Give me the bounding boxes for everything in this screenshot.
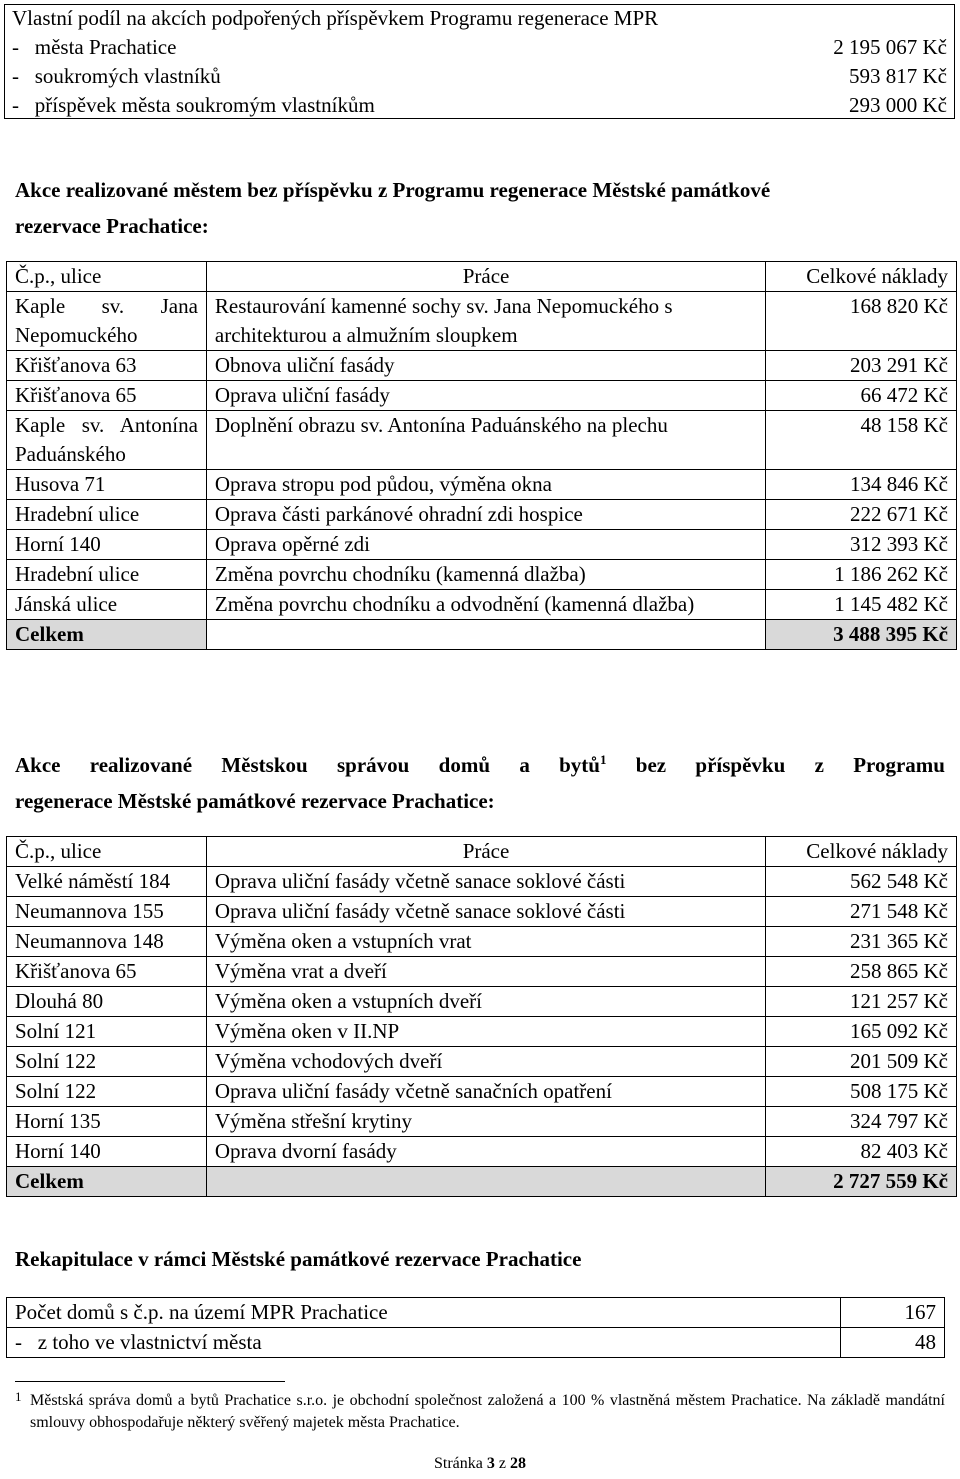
total-spacer — [206, 620, 765, 650]
section2-heading — [15, 747, 945, 819]
table-row — [7, 1298, 945, 1328]
cell-address: Křišťanova 63 — [7, 351, 207, 381]
table-header-row — [7, 262, 957, 292]
col-header-work: Práce — [206, 262, 765, 292]
table-row — [7, 411, 957, 470]
cell-work: Změna povrchu chodníku a odvodnění (kamenná dlažba) — [206, 590, 765, 620]
total-row — [7, 620, 957, 650]
table-row — [4, 33, 955, 62]
page-total: 28 — [509, 1455, 526, 1472]
cell-work: Oprava uliční fasády včetně sanace soklové části — [206, 867, 765, 897]
cell-address: Solní 122 — [7, 1077, 207, 1107]
total-row — [7, 1167, 957, 1197]
section2-heading-line2: regenerace Městské památkové rezervace Prachatice: — [15, 789, 495, 813]
page-current: 3 — [486, 1455, 495, 1472]
cell-cost: 121 257 Kč — [766, 987, 957, 1017]
cell-address: Horní 140 — [7, 1137, 207, 1167]
table-row — [7, 957, 957, 987]
footnote-number: 1 — [15, 1389, 22, 1404]
cell-address: Dlouhá 80 — [7, 987, 207, 1017]
cell-work: Výměna oken v II.NP — [206, 1017, 765, 1047]
cell-cost: 271 548 Kč — [766, 897, 957, 927]
cell-address: Horní 135 — [7, 1107, 207, 1137]
col-header-cost: Celkové náklady — [766, 837, 957, 867]
own-share-value: 2 195 067 Kč — [833, 35, 947, 59]
section2-heading-part-b: bez příspěvku z Programu — [606, 753, 945, 777]
cell-address: Neumannova 155 — [7, 897, 207, 927]
table-row — [7, 560, 957, 590]
footnote-ref: 1 — [599, 752, 607, 767]
table-row — [4, 91, 955, 120]
table-row — [7, 590, 957, 620]
section2-heading-part-a: Akce realizované Městskou správou domů a bytů — [15, 753, 600, 777]
table-row — [7, 470, 957, 500]
cell-work: Oprava uliční fasády — [206, 381, 765, 411]
cell-work: Výměna oken a vstupních vrat — [206, 927, 765, 957]
own-share-title: Vlastní podíl na akcích podpořených příspěvkem Programu regenerace MPR — [12, 6, 659, 30]
total-label: Celkem — [7, 1167, 207, 1197]
cell-address: Kaple sv. Jana Nepomuckého — [7, 292, 207, 351]
recap-label: - z toho ve vlastnictví města — [7, 1328, 841, 1358]
cell-cost: 48 158 Kč — [766, 411, 957, 470]
table-row — [7, 927, 957, 957]
total-spacer — [206, 1167, 765, 1197]
recap-table — [6, 1297, 945, 1358]
own-share-label: - příspěvek města soukromým vlastníkům — [12, 93, 375, 117]
cell-address: Křišťanova 65 — [7, 381, 207, 411]
cell-address: Neumannova 148 — [7, 927, 207, 957]
cell-address: Solní 121 — [7, 1017, 207, 1047]
table-row — [7, 1328, 945, 1358]
cell-cost: 165 092 Kč — [766, 1017, 957, 1047]
table-row — [7, 1077, 957, 1107]
table-row — [7, 987, 957, 1017]
table-row — [7, 1137, 957, 1167]
table-row — [7, 897, 957, 927]
page-number — [0, 1455, 960, 1473]
own-share-table — [4, 4, 955, 120]
table-row — [7, 530, 957, 560]
table-row — [7, 292, 957, 351]
cell-work: Výměna vrat a dveří — [206, 957, 765, 987]
own-share-label: - města Prachatice — [12, 35, 177, 59]
own-share-value: 293 000 Kč — [849, 93, 947, 117]
footnote-separator — [15, 1381, 285, 1382]
cell-address: Solní 122 — [7, 1047, 207, 1077]
table-row — [7, 500, 957, 530]
city-actions-table — [6, 261, 957, 650]
recap-heading: Rekapitulace v rámci Městské památkové rezervace Prachatice — [15, 1247, 582, 1271]
own-share-value: 593 817 Kč — [849, 64, 947, 88]
footnote-text: Městská správa domů a bytů Prachatice s.r.o. je obchodní společnost založená a 100 % vlastněná městem Prachatice. Na základě mandátní smlouvy obhospodařuje některý svěřený majetek města Prachatice. — [30, 1392, 945, 1431]
cell-work: Oprava dvorní fasády — [206, 1137, 765, 1167]
page-sep: z — [494, 1455, 510, 1472]
total-label: Celkem — [7, 620, 207, 650]
footnote — [15, 1390, 945, 1434]
cell-cost: 324 797 Kč — [766, 1107, 957, 1137]
col-header-address: Č.p., ulice — [7, 837, 207, 867]
cell-work: Oprava uliční fasády včetně sanace soklové části — [206, 897, 765, 927]
cell-work: Oprava části parkánové ohradní zdi hospice — [206, 500, 765, 530]
cell-cost: 1 145 482 Kč — [766, 590, 957, 620]
cell-cost: 203 291 Kč — [766, 351, 957, 381]
cell-cost: 168 820 Kč — [766, 292, 957, 351]
cell-cost: 201 509 Kč — [766, 1047, 957, 1077]
page-prefix: Stránka — [434, 1455, 487, 1472]
table-row — [7, 867, 957, 897]
housing-actions-table — [6, 836, 957, 1197]
table-row — [7, 1017, 957, 1047]
cell-cost: 231 365 Kč — [766, 927, 957, 957]
cell-work: Obnova uliční fasády — [206, 351, 765, 381]
table-row — [4, 62, 955, 91]
cell-work: Oprava opěrné zdi — [206, 530, 765, 560]
cell-cost: 66 472 Kč — [766, 381, 957, 411]
recap-value: 48 — [841, 1328, 945, 1358]
table-header-row — [7, 837, 957, 867]
cell-address: Křišťanova 65 — [7, 957, 207, 987]
section1-heading-line2: rezervace Prachatice: — [15, 214, 209, 238]
cell-work: Výměna vchodových dveří — [206, 1047, 765, 1077]
cell-work: Doplnění obrazu sv. Antonína Paduánského na plechu — [206, 411, 765, 470]
col-header-cost: Celkové náklady — [766, 262, 957, 292]
col-header-address: Č.p., ulice — [7, 262, 207, 292]
cell-cost: 134 846 Kč — [766, 470, 957, 500]
cell-address: Kaple sv. Antonína Paduánského — [7, 411, 207, 470]
cell-work: Výměna oken a vstupních dveří — [206, 987, 765, 1017]
cell-cost: 508 175 Kč — [766, 1077, 957, 1107]
cell-work: Změna povrchu chodníku (kamenná dlažba) — [206, 560, 765, 590]
cell-address: Horní 140 — [7, 530, 207, 560]
cell-work: Restaurování kamenné sochy sv. Jana Nepomuckého s architekturou a almužním sloupkem — [206, 292, 765, 351]
cell-cost: 562 548 Kč — [766, 867, 957, 897]
cell-address: Jánská ulice — [7, 590, 207, 620]
section1-heading-line1: Akce realizované městem bez příspěvku z Programu regenerace Městské památkové — [15, 178, 771, 202]
recap-label: Počet domů s č.p. na území MPR Prachatice — [7, 1298, 841, 1328]
table-row — [7, 1107, 957, 1137]
total-value: 3 488 395 Kč — [766, 620, 957, 650]
total-value: 2 727 559 Kč — [766, 1167, 957, 1197]
recap-value: 167 — [841, 1298, 945, 1328]
section2-heading-line1 — [15, 747, 945, 783]
own-share-label: - soukromých vlastníků — [12, 64, 221, 88]
cell-address: Husova 71 — [7, 470, 207, 500]
cell-work: Oprava stropu pod půdou, výměna okna — [206, 470, 765, 500]
cell-cost: 312 393 Kč — [766, 530, 957, 560]
section1-heading — [15, 172, 945, 244]
cell-work: Výměna střešní krytiny — [206, 1107, 765, 1137]
table-row — [7, 381, 957, 411]
cell-address: Velké náměstí 184 — [7, 867, 207, 897]
col-header-work: Práce — [206, 837, 765, 867]
table-row — [7, 1047, 957, 1077]
cell-address: Hradební ulice — [7, 500, 207, 530]
cell-cost: 258 865 Kč — [766, 957, 957, 987]
cell-address: Hradební ulice — [7, 560, 207, 590]
table-row — [7, 351, 957, 381]
cell-cost: 222 671 Kč — [766, 500, 957, 530]
cell-cost: 1 186 262 Kč — [766, 560, 957, 590]
cell-work: Oprava uliční fasády včetně sanačních opatření — [206, 1077, 765, 1107]
cell-cost: 82 403 Kč — [766, 1137, 957, 1167]
